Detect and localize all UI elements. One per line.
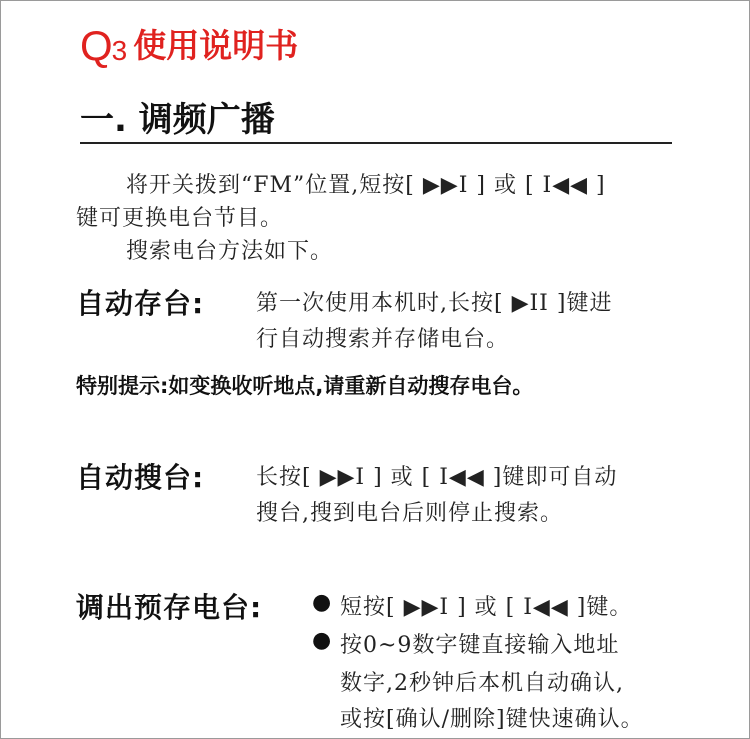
intro-line-3: 搜索电台方法如下。 <box>126 239 334 264</box>
section-heading: 一. 调频广播 <box>80 100 275 140</box>
auto-search-line-1: 长按[ ▶▶I ] 或 [ I◀◀ ]键即可自动 <box>256 465 618 490</box>
title-number: 3 <box>111 35 128 66</box>
title-q: Q <box>80 22 112 69</box>
auto-store-line-2: 行自动搜索并存储电台。 <box>256 327 510 352</box>
auto-store-line-1: 第一次使用本机时,长按[ ▶II ]键进 <box>256 291 613 316</box>
recall-item-1: 短按[ ▶▶I ] 或 [ I◀◀ ]键。 <box>340 595 633 620</box>
title-text: 使用说明书 <box>133 26 299 65</box>
recall-label: 调出预存电台: <box>76 591 263 624</box>
bullet-icon: ● <box>312 590 332 615</box>
recall-item-2-line-3: 或按[确认/删除]键快速确认。 <box>340 707 644 732</box>
recall-item-2-line-1: 按0~9数字键直接输入地址 <box>340 633 620 658</box>
auto-search-line-2: 搜台,搜到电台后则停止搜索。 <box>256 501 563 526</box>
section-divider <box>80 142 672 144</box>
special-note: 特别提示:如变换收听地点,请重新自动搜存电台。 <box>76 374 534 398</box>
auto-search-label: 自动搜台: <box>76 461 205 494</box>
bullet-icon: ● <box>312 628 332 653</box>
intro-line-1: 将开关拨到“FM”位置,短按[ ▶▶I ] 或 [ I◀◀ ] <box>126 173 606 198</box>
intro-line-2: 键可更换电台节目。 <box>76 206 284 231</box>
manual-title <box>80 22 298 70</box>
auto-store-label: 自动存台: <box>76 287 205 320</box>
recall-item-2-line-2: 数字,2秒钟后本机自动确认, <box>340 671 624 696</box>
